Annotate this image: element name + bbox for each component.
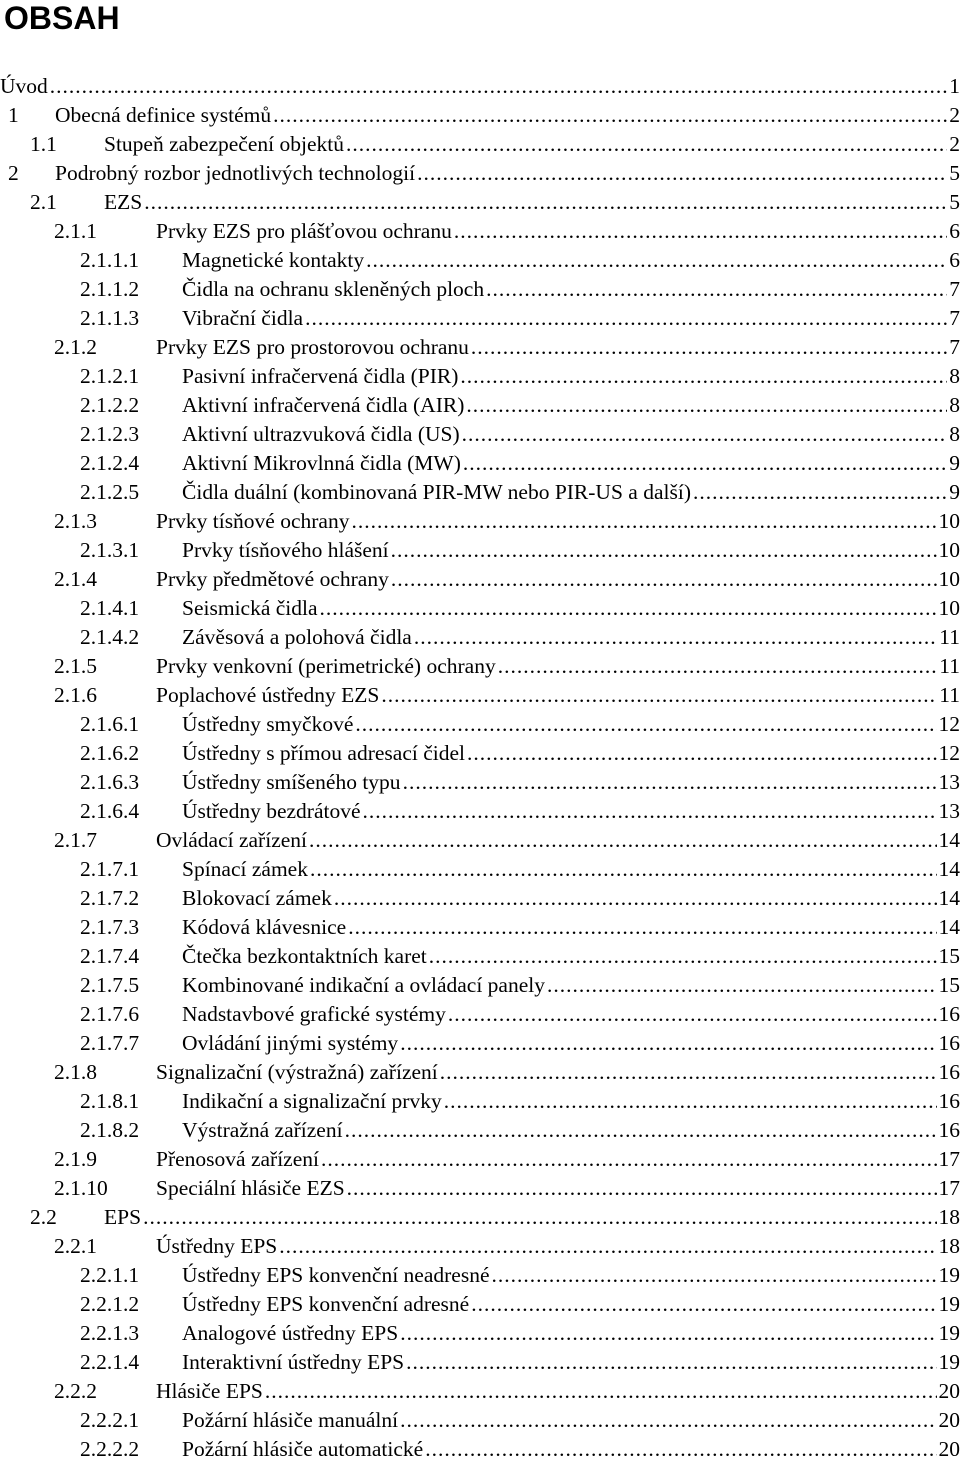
toc-entry-number: 2.2.1.1 bbox=[80, 1263, 140, 1287]
toc-entry-number: 2.1.1.3 bbox=[80, 306, 140, 330]
toc-entry-number: 2.1.7 bbox=[54, 828, 97, 852]
toc-dot-leader bbox=[391, 536, 937, 565]
toc-dot-leader bbox=[466, 391, 947, 420]
toc-entry-page-number: 5 bbox=[949, 161, 960, 185]
toc-entry-page-number: 10 bbox=[938, 567, 960, 591]
toc-entry-page-number: 6 bbox=[949, 219, 960, 243]
toc-entry[interactable] bbox=[0, 1087, 960, 1116]
toc-entry-page-number: 2 bbox=[949, 103, 960, 127]
toc-entry[interactable] bbox=[0, 1145, 960, 1174]
toc-entry-number: 2.1.7.5 bbox=[80, 973, 140, 997]
toc-entry[interactable] bbox=[0, 333, 960, 362]
toc-entry[interactable] bbox=[0, 884, 960, 913]
toc-entry-page-number: 16 bbox=[938, 1002, 960, 1026]
toc-entry-title: Ústředny smíšeného typu bbox=[182, 770, 401, 794]
toc-dot-leader bbox=[406, 1348, 936, 1377]
toc-entry[interactable] bbox=[0, 1406, 960, 1435]
toc-entry-title: Ústředny EPS konvenční neadresné bbox=[182, 1263, 490, 1287]
toc-dot-leader bbox=[486, 275, 947, 304]
toc-dot-leader bbox=[143, 1203, 936, 1232]
toc-entry-page-number: 19 bbox=[938, 1350, 960, 1374]
toc-entry[interactable] bbox=[0, 1232, 960, 1261]
toc-entry-number: 2.1.6.2 bbox=[80, 741, 140, 765]
toc-entry-number: 2.2.1.2 bbox=[80, 1292, 140, 1316]
toc-entry-number: 1 bbox=[8, 103, 19, 127]
toc-entry-number: 2.1.1.1 bbox=[80, 248, 140, 272]
toc-entry-title: Obecná definice systémů bbox=[55, 103, 272, 127]
toc-entry-number: 2.1.7.2 bbox=[80, 886, 140, 910]
toc-entry[interactable] bbox=[0, 304, 960, 333]
toc-dot-leader bbox=[462, 420, 948, 449]
toc-entry-number: 2.1.1.2 bbox=[80, 277, 140, 301]
toc-dot-leader bbox=[346, 130, 947, 159]
toc-entry[interactable] bbox=[0, 623, 960, 652]
toc-entry-title: Prvky venkovní (perimetrické) ochrany bbox=[156, 654, 496, 678]
toc-entry-page-number: 10 bbox=[938, 538, 960, 562]
page-title: OBSAH bbox=[4, 0, 120, 36]
toc-entry-page-number: 20 bbox=[938, 1379, 960, 1403]
toc-entry[interactable] bbox=[0, 1203, 960, 1232]
toc-entry-number: 2.2.1 bbox=[54, 1234, 97, 1258]
toc-entry[interactable] bbox=[0, 855, 960, 884]
toc-entry-number: 2.2.2.1 bbox=[80, 1408, 140, 1432]
toc-entry-title: Požární hlásiče automatické bbox=[182, 1437, 424, 1461]
toc-dot-leader bbox=[454, 217, 947, 246]
toc-entry-number: 2.1.3.1 bbox=[80, 538, 140, 562]
toc-entry-title: Ovládací zařízení bbox=[156, 828, 308, 852]
toc-entry-title: Spínací zámek bbox=[182, 857, 308, 881]
toc-entry-number: 2.1.7.7 bbox=[80, 1031, 140, 1055]
toc-entry[interactable] bbox=[0, 391, 960, 420]
toc-entry[interactable] bbox=[0, 681, 960, 710]
toc-entry-page-number: 17 bbox=[938, 1176, 960, 1200]
toc-entry-page-number: 13 bbox=[938, 799, 960, 823]
toc-entry-page-number: 14 bbox=[938, 886, 960, 910]
toc-entry-title: Analogové ústředny EPS bbox=[182, 1321, 399, 1345]
toc-entry[interactable] bbox=[0, 1261, 960, 1290]
toc-dot-leader bbox=[400, 1029, 936, 1058]
toc-dot-leader bbox=[144, 188, 947, 217]
toc-entry[interactable] bbox=[0, 1348, 960, 1377]
toc-entry-number: 2.1.2 bbox=[54, 335, 97, 359]
toc-entry[interactable] bbox=[0, 362, 960, 391]
toc-entry-number: 2.1.6.3 bbox=[80, 770, 140, 794]
toc-dot-leader bbox=[471, 1290, 936, 1319]
toc-entry-title: Blokovací zámek bbox=[182, 886, 332, 910]
toc-entry-title: Kombinované indikační a ovládací panely bbox=[182, 973, 545, 997]
toc-entry[interactable] bbox=[0, 246, 960, 275]
toc-entry[interactable] bbox=[0, 130, 960, 159]
toc-entry-number: 2.2 bbox=[30, 1205, 57, 1229]
toc-entry[interactable] bbox=[0, 449, 960, 478]
toc-entry-page-number: 10 bbox=[938, 596, 960, 620]
toc-entry-page-number: 11 bbox=[939, 654, 960, 678]
toc-entry-number: 2.1.7.1 bbox=[80, 857, 140, 881]
toc-entry-title: Prvky tísňové ochrany bbox=[156, 509, 350, 533]
toc-entry-number: 1.1 bbox=[30, 132, 57, 156]
toc-dot-leader bbox=[440, 1058, 937, 1087]
toc-dot-leader bbox=[273, 101, 947, 130]
toc-dot-leader bbox=[403, 768, 937, 797]
toc-entry[interactable] bbox=[0, 797, 960, 826]
toc-entry-page-number: 10 bbox=[938, 509, 960, 533]
toc-dot-leader bbox=[348, 913, 936, 942]
toc-entry-page-number: 19 bbox=[938, 1321, 960, 1345]
toc-entry-number: 2.1.6.4 bbox=[80, 799, 140, 823]
toc-entry-number: 2.1.5 bbox=[54, 654, 97, 678]
toc-entry-number: 2.1.8.1 bbox=[80, 1089, 140, 1113]
toc-entry-title: Čtečka bezkontaktních karet bbox=[182, 944, 427, 968]
toc-dot-leader bbox=[414, 623, 937, 652]
toc-entry-title: Ústředny s přímou adresací čidel bbox=[182, 741, 465, 765]
toc-entry-number: 2.1.9 bbox=[54, 1147, 97, 1171]
toc-dot-leader bbox=[448, 1000, 937, 1029]
toc-dot-leader bbox=[345, 1116, 937, 1145]
toc-entry-page-number: 18 bbox=[938, 1205, 960, 1229]
toc-entry-title: Čidla duální (kombinovaná PIR-MW nebo PIR-US a další) bbox=[182, 480, 691, 504]
toc-entry[interactable] bbox=[0, 710, 960, 739]
toc-dot-leader bbox=[265, 1377, 937, 1406]
toc-entry-title: Nadstavbové grafické systémy bbox=[182, 1002, 446, 1026]
toc-dot-leader bbox=[321, 1145, 937, 1174]
toc-entry-page-number: 1 bbox=[949, 74, 960, 98]
toc-entry[interactable] bbox=[0, 478, 960, 507]
toc-entry-number: 2.1.8.2 bbox=[80, 1118, 140, 1142]
toc-entry-title: Kódová klávesnice bbox=[182, 915, 347, 939]
toc-dot-leader bbox=[305, 304, 947, 333]
toc-entry-number: 2.1.4.2 bbox=[80, 625, 140, 649]
toc-entry[interactable] bbox=[0, 565, 960, 594]
toc-entry-title: Poplachové ústředny EZS bbox=[156, 683, 380, 707]
toc-entry-page-number: 14 bbox=[938, 857, 960, 881]
toc-entry-title: Podrobný rozbor jednotlivých technologií bbox=[55, 161, 416, 185]
toc-entry-page-number: 15 bbox=[938, 973, 960, 997]
toc-entry-page-number: 9 bbox=[949, 480, 960, 504]
toc-dot-leader bbox=[471, 333, 947, 362]
toc-dot-leader bbox=[334, 884, 937, 913]
toc-dot-leader bbox=[429, 942, 937, 971]
toc-entry-title: Čidla na ochranu skleněných ploch bbox=[182, 277, 485, 301]
toc-dot-leader bbox=[547, 971, 937, 1000]
toc-dot-leader bbox=[309, 826, 936, 855]
toc-entry[interactable] bbox=[0, 1029, 960, 1058]
toc-entry-page-number: 7 bbox=[949, 277, 960, 301]
toc-entry-title: Úvod bbox=[0, 74, 48, 98]
toc-entry-page-number: 11 bbox=[939, 683, 960, 707]
toc-entry[interactable] bbox=[0, 594, 960, 623]
toc-entry[interactable] bbox=[0, 217, 960, 246]
toc-entry[interactable] bbox=[0, 275, 960, 304]
toc-entry-title: Prvky předmětové ochrany bbox=[156, 567, 389, 591]
toc-entry-number: 2.1.1 bbox=[54, 219, 97, 243]
toc-entry[interactable] bbox=[0, 507, 960, 536]
toc-entry-number: 2.1.2.3 bbox=[80, 422, 140, 446]
toc-dot-leader bbox=[391, 565, 937, 594]
toc-entry[interactable] bbox=[0, 1290, 960, 1319]
toc-entry-page-number: 9 bbox=[949, 451, 960, 475]
toc-entry-number: 2.1 bbox=[30, 190, 57, 214]
toc-entry-page-number: 14 bbox=[938, 915, 960, 939]
toc-entry-page-number: 6 bbox=[949, 248, 960, 272]
toc-entry-page-number: 16 bbox=[938, 1060, 960, 1084]
toc-dot-leader bbox=[381, 681, 937, 710]
toc-entry[interactable] bbox=[0, 942, 960, 971]
toc-entry[interactable] bbox=[0, 72, 960, 101]
toc-entry-page-number: 16 bbox=[938, 1089, 960, 1113]
toc-entry-number: 2.1.4.1 bbox=[80, 596, 140, 620]
toc-entry-title: Ovládání jinými systémy bbox=[182, 1031, 399, 1055]
toc-dot-leader bbox=[444, 1087, 937, 1116]
toc-entry[interactable] bbox=[0, 188, 960, 217]
toc-entry-page-number: 5 bbox=[949, 190, 960, 214]
toc-entry-title: Závěsová a polohová čidla bbox=[182, 625, 412, 649]
toc-dot-leader bbox=[693, 478, 947, 507]
toc-entry-page-number: 7 bbox=[949, 306, 960, 330]
toc-dot-leader bbox=[463, 449, 947, 478]
toc-dot-leader bbox=[347, 1174, 937, 1203]
toc-entry[interactable] bbox=[0, 159, 960, 188]
toc-entry-title: Aktivní infračervená čidla (AIR) bbox=[182, 393, 465, 417]
toc-entry[interactable] bbox=[0, 1377, 960, 1406]
toc-entry-title: Prvky EZS pro plášťovou ochranu bbox=[156, 219, 452, 243]
toc-entry-number: 2.1.2.5 bbox=[80, 480, 140, 504]
toc-entry-title: Požární hlásiče manuální bbox=[182, 1408, 399, 1432]
toc-entry[interactable] bbox=[0, 420, 960, 449]
toc-entry-number: 2.1.6.1 bbox=[80, 712, 140, 736]
toc-dot-leader bbox=[355, 710, 936, 739]
toc-entry-page-number: 19 bbox=[938, 1292, 960, 1316]
toc-dot-leader bbox=[320, 594, 937, 623]
toc-entry-number: 2.2.2.2 bbox=[80, 1437, 140, 1461]
toc-dot-leader bbox=[50, 72, 947, 101]
toc-entry-page-number: 20 bbox=[938, 1408, 960, 1432]
toc-entry-page-number: 2 bbox=[949, 132, 960, 156]
toc-entry-title: EZS bbox=[104, 190, 143, 214]
toc-entry-page-number: 17 bbox=[938, 1147, 960, 1171]
toc-entry[interactable] bbox=[0, 768, 960, 797]
toc-entry-page-number: 14 bbox=[938, 828, 960, 852]
toc-entry-title: Aktivní ultrazvuková čidla (US) bbox=[182, 422, 460, 446]
toc-entry[interactable] bbox=[0, 826, 960, 855]
toc-entry-title: Aktivní Mikrovlnná čidla (MW) bbox=[182, 451, 461, 475]
toc-entry-page-number: 8 bbox=[949, 364, 960, 388]
toc-entry-title: Ústředny EPS konvenční adresné bbox=[182, 1292, 470, 1316]
table-of-contents bbox=[0, 72, 960, 1464]
toc-entry-number: 2.1.6 bbox=[54, 683, 97, 707]
toc-entry-title: Hlásiče EPS bbox=[156, 1379, 263, 1403]
toc-entry-number: 2.1.8 bbox=[54, 1060, 97, 1084]
toc-entry[interactable] bbox=[0, 536, 960, 565]
toc-entry[interactable] bbox=[0, 101, 960, 130]
toc-entry[interactable] bbox=[0, 1116, 960, 1145]
toc-entry[interactable] bbox=[0, 1435, 960, 1464]
toc-entry-title: Interaktivní ústředny EPS bbox=[182, 1350, 405, 1374]
toc-entry-number: 2 bbox=[8, 161, 19, 185]
toc-entry-title: Magnetické kontakty bbox=[182, 248, 365, 272]
toc-dot-leader bbox=[351, 507, 936, 536]
toc-dot-leader bbox=[366, 246, 947, 275]
toc-entry-number: 2.1.2.2 bbox=[80, 393, 140, 417]
toc-entry-title: Seismická čidla bbox=[182, 596, 318, 620]
toc-dot-leader bbox=[400, 1319, 936, 1348]
toc-entry-title: Speciální hlásiče EZS bbox=[156, 1176, 345, 1200]
toc-entry[interactable] bbox=[0, 739, 960, 768]
toc-dot-leader bbox=[400, 1406, 936, 1435]
toc-entry-title: Prvky EZS pro prostorovou ochranu bbox=[156, 335, 469, 359]
toc-entry-page-number: 12 bbox=[938, 712, 960, 736]
toc-dot-leader bbox=[363, 797, 937, 826]
toc-dot-leader bbox=[498, 652, 938, 681]
toc-dot-leader bbox=[460, 362, 947, 391]
toc-dot-leader bbox=[417, 159, 947, 188]
toc-entry-title: Přenosová zařízení bbox=[156, 1147, 319, 1171]
toc-dot-leader bbox=[310, 855, 937, 884]
toc-entry-number: 2.1.7.4 bbox=[80, 944, 140, 968]
toc-entry-page-number: 16 bbox=[938, 1118, 960, 1142]
toc-entry-number: 2.1.2.1 bbox=[80, 364, 140, 388]
toc-entry-page-number: 11 bbox=[939, 625, 960, 649]
toc-entry-page-number: 13 bbox=[938, 770, 960, 794]
toc-entry[interactable] bbox=[0, 1000, 960, 1029]
toc-entry-number: 2.1.7.3 bbox=[80, 915, 140, 939]
toc-entry[interactable] bbox=[0, 1174, 960, 1203]
toc-entry-number: 2.1.10 bbox=[54, 1176, 108, 1200]
toc-entry-page-number: 8 bbox=[949, 393, 960, 417]
toc-entry-number: 2.2.1.4 bbox=[80, 1350, 140, 1374]
toc-entry-title: Výstražná zařízení bbox=[182, 1118, 343, 1142]
toc-entry-page-number: 16 bbox=[938, 1031, 960, 1055]
toc-dot-leader bbox=[492, 1261, 937, 1290]
toc-entry-page-number: 18 bbox=[938, 1234, 960, 1258]
toc-entry-title: Ústředny bezdrátové bbox=[182, 799, 361, 823]
toc-entry-title: Vibrační čidla bbox=[182, 306, 304, 330]
toc-entry-title: Prvky tísňového hlášení bbox=[182, 538, 389, 562]
toc-entry-number: 2.1.4 bbox=[54, 567, 97, 591]
toc-entry-page-number: 8 bbox=[949, 422, 960, 446]
toc-entry-page-number: 19 bbox=[938, 1263, 960, 1287]
toc-entry-number: 2.2.2 bbox=[54, 1379, 97, 1403]
toc-dot-leader bbox=[279, 1232, 936, 1261]
toc-entry-number: 2.1.2.4 bbox=[80, 451, 140, 475]
toc-entry[interactable] bbox=[0, 1058, 960, 1087]
toc-entry[interactable] bbox=[0, 913, 960, 942]
toc-entry-page-number: 12 bbox=[938, 741, 960, 765]
toc-entry-title: Signalizační (výstražná) zařízení bbox=[156, 1060, 438, 1084]
toc-entry-number: 2.1.3 bbox=[54, 509, 97, 533]
toc-entry-title: EPS bbox=[104, 1205, 142, 1229]
toc-entry[interactable] bbox=[0, 1319, 960, 1348]
toc-entry-title: Ústředny EPS bbox=[156, 1234, 278, 1258]
toc-entry[interactable] bbox=[0, 971, 960, 1000]
toc-entry-title: Stupeň zabezpečení objektů bbox=[104, 132, 344, 156]
toc-dot-leader bbox=[425, 1435, 936, 1464]
toc-entry-title: Pasivní infračervená čidla (PIR) bbox=[182, 364, 459, 388]
toc-entry-page-number: 15 bbox=[938, 944, 960, 968]
toc-dot-leader bbox=[467, 739, 937, 768]
toc-entry-page-number: 20 bbox=[938, 1437, 960, 1461]
toc-entry-number: 2.1.7.6 bbox=[80, 1002, 140, 1026]
toc-entry-page-number: 7 bbox=[949, 335, 960, 359]
toc-entry-title: Ústředny smyčkové bbox=[182, 712, 354, 736]
toc-entry-title: Indikační a signalizační prvky bbox=[182, 1089, 442, 1113]
toc-entry-number: 2.2.1.3 bbox=[80, 1321, 140, 1345]
toc-entry[interactable] bbox=[0, 652, 960, 681]
